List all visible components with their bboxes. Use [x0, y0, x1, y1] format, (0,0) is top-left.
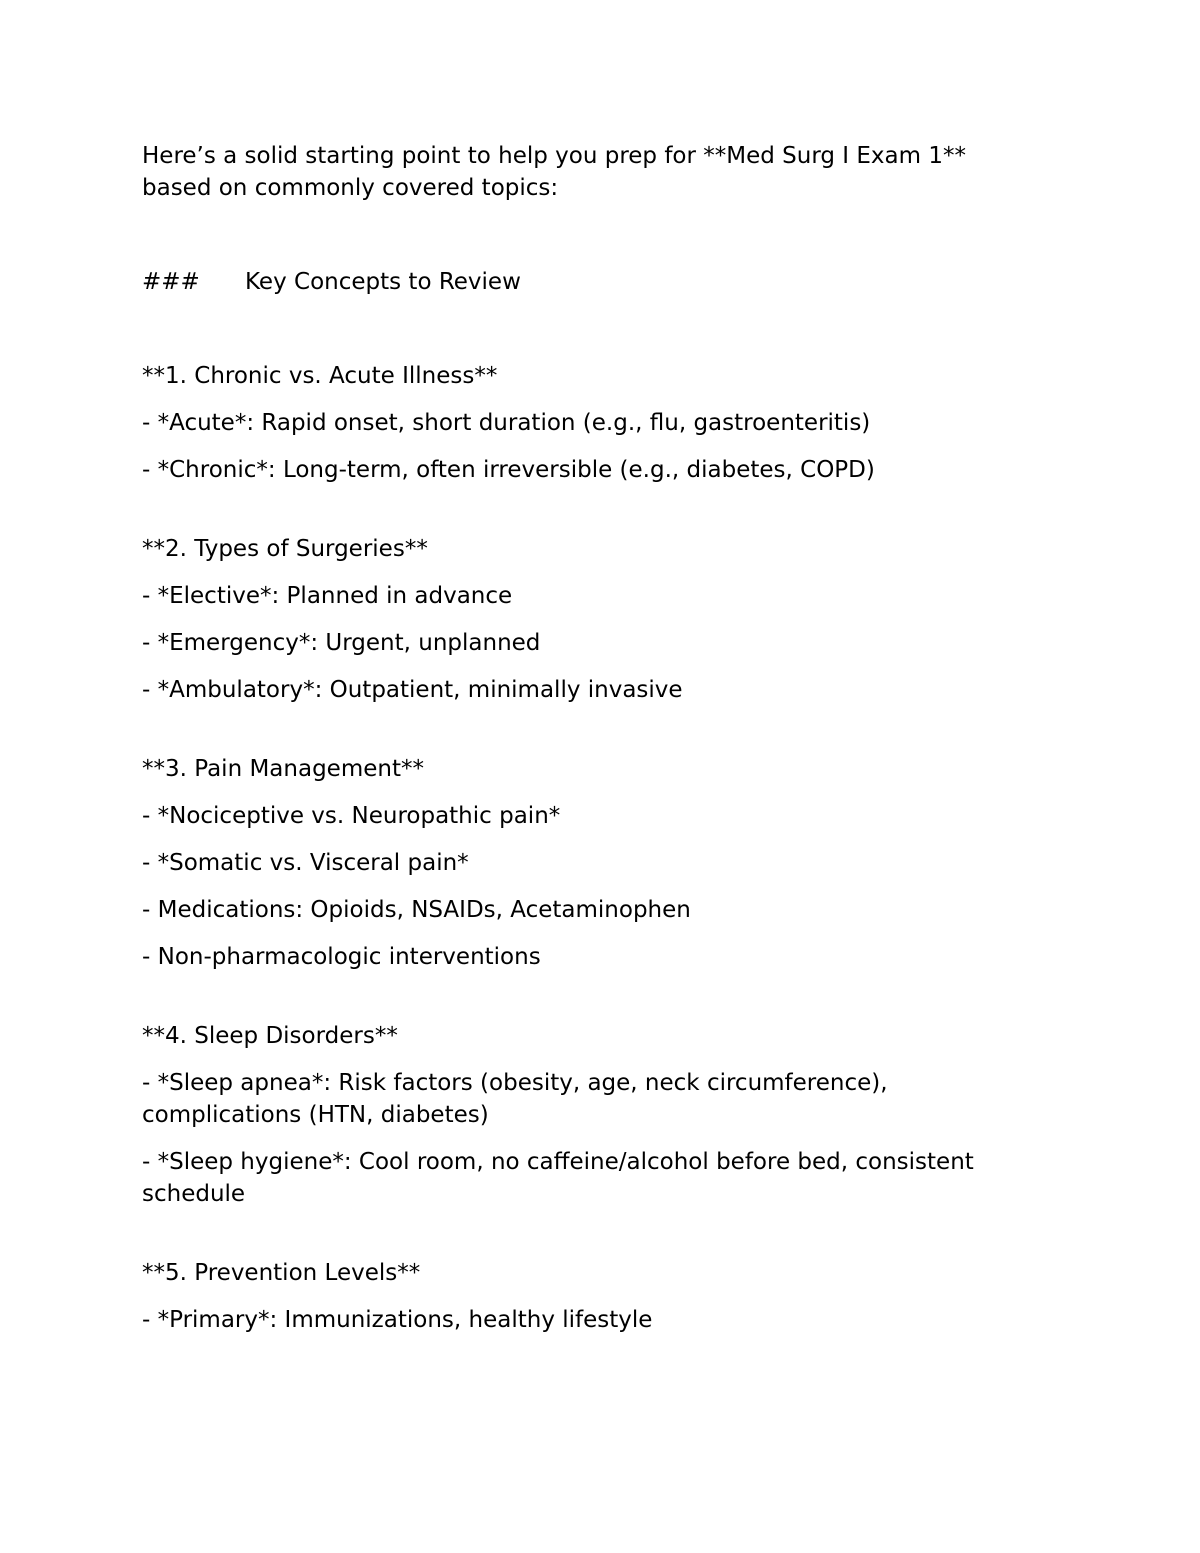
- list-item: - *Acute*: Rapid onset, short duration (e.g., flu, gastroenteritis): [142, 410, 871, 436]
- section-pain-management: [142, 753, 1022, 973]
- section-title: **2. Types of Surgeries**: [142, 536, 428, 562]
- section-title: **4. Sleep Disorders**: [142, 1023, 398, 1049]
- list-item: - *Ambulatory*: Outpatient, minimally invasive: [142, 677, 683, 703]
- list-item: - *Emergency*: Urgent, unplanned: [142, 630, 541, 656]
- list-item: - *Primary*: Immunizations, healthy lifestyle: [142, 1307, 653, 1333]
- document-page: [142, 140, 1022, 1383]
- list-item: - *Somatic vs. Visceral pain*: [142, 850, 469, 876]
- section-surgeries: [142, 533, 1022, 706]
- intro-line-2: based on commonly covered topics:: [142, 175, 559, 201]
- section-prevention-levels: [142, 1257, 1022, 1336]
- list-item: - *Elective*: Planned in advance: [142, 583, 513, 609]
- list-item: - *Sleep hygiene*: Cool room, no caffeine/alcohol before bed, consistent schedule: [142, 1149, 982, 1207]
- section-chronic-acute: [142, 360, 1022, 486]
- section-title: **1. Chronic vs. Acute Illness**: [142, 363, 498, 389]
- section-title: **3. Pain Management**: [142, 756, 424, 782]
- list-item: - *Sleep apnea*: Risk factors (obesity, age, neck circumference), complications (HTN, diabetes): [142, 1070, 895, 1128]
- section-sleep-disorders: [142, 1020, 1022, 1210]
- intro-line-1: Here’s a solid starting point to help you prep for **Med Surg I Exam 1**: [142, 143, 966, 169]
- list-item: - Medications: Opioids, NSAIDs, Acetaminophen: [142, 897, 691, 923]
- intro-paragraph: [142, 140, 1022, 204]
- list-item: - *Nociceptive vs. Neuropathic pain*: [142, 803, 561, 829]
- heading-text: Key Concepts to Review: [245, 269, 521, 295]
- section-heading: [142, 266, 1022, 298]
- list-item: - Non-pharmacologic interventions: [142, 944, 541, 970]
- list-item: - *Chronic*: Long-term, often irreversible (e.g., diabetes, COPD): [142, 457, 875, 483]
- section-title: **5. Prevention Levels**: [142, 1260, 421, 1286]
- heading-marker: ###: [142, 269, 200, 295]
